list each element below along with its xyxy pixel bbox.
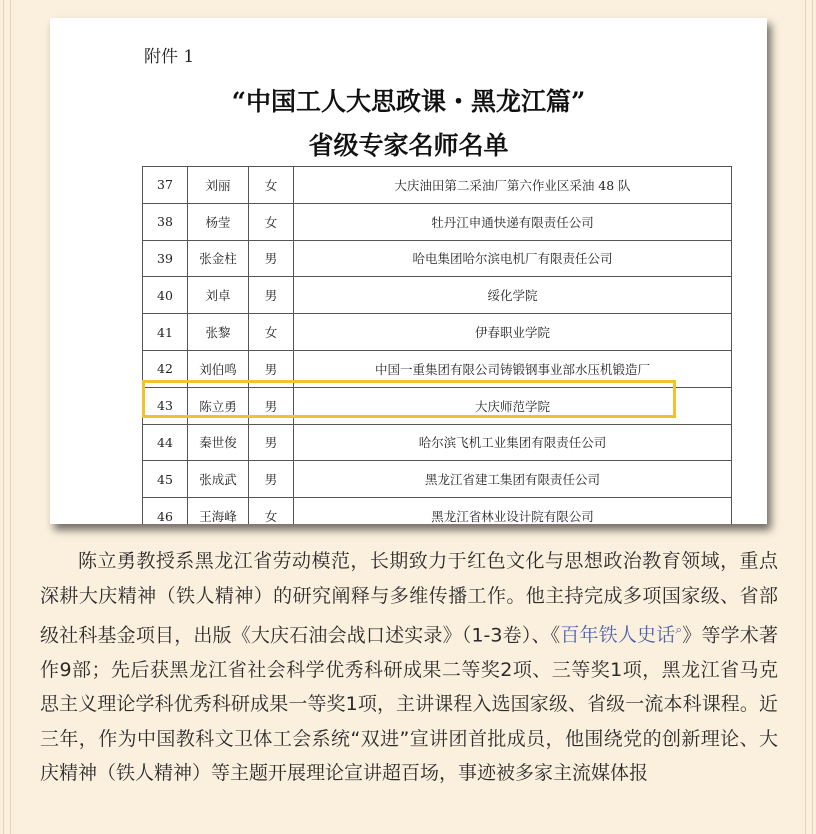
search-icon: ⌕ <box>675 623 683 637</box>
expert-list-table <box>142 166 732 524</box>
table-row <box>143 203 732 240</box>
cell-organization: 黑龙江省林业设计院有限公司 <box>294 498 732 524</box>
table-row <box>143 424 732 461</box>
table-row <box>143 314 732 351</box>
cell-number: 46 <box>143 498 188 524</box>
cell-name: 张金柱 <box>188 240 249 277</box>
cell-name: 秦世俊 <box>188 424 249 461</box>
cell-name: 王海峰 <box>188 498 249 524</box>
cell-number: 43 <box>143 387 188 424</box>
article-paragraph <box>40 544 778 791</box>
cell-number: 40 <box>143 277 188 314</box>
cell-number: 41 <box>143 314 188 351</box>
document-title-line1: “中国工人大思政课・黑龙江篇” <box>231 87 586 116</box>
cell-organization: 伊春职业学院 <box>294 314 732 351</box>
cell-organization: 大庆师范学院 <box>294 387 732 424</box>
book-search-link-text: 百年铁人史话 <box>560 624 676 647</box>
cell-organization: 绥化学院 <box>294 277 732 314</box>
table-row <box>143 240 732 277</box>
document-title-line2: 省级专家名师名单 <box>308 131 509 160</box>
cell-organization: 哈尔滨飞机工业集团有限责任公司 <box>294 424 732 461</box>
article-text-part2: 》等学术著作9部；先后获黑龙江省社会科学优秀科研成果二等奖2项、三等奖1项，黑龙江省马克思主义理论学科优秀科研成果一等奖1项，主讲课程入选国家级、省级一流本科课程。近三年，作为中国教科文卫体工会系统“双进”宣讲团首批成员，他围绕党的创新理论、大庆精神（铁人精神）等主题开展理论宣讲超百场，事迹被多家主流媒体报 <box>40 624 778 785</box>
book-search-link[interactable] <box>560 624 682 646</box>
cell-name: 张成武 <box>188 461 249 498</box>
page-frame-left <box>3 0 11 834</box>
cell-name: 张黎 <box>188 314 249 351</box>
cell-organization: 哈电集团哈尔滨电机厂有限责任公司 <box>294 240 732 277</box>
cell-organization: 黑龙江省建工集团有限责任公司 <box>294 461 732 498</box>
cell-sex: 男 <box>249 461 294 498</box>
cell-number: 44 <box>143 424 188 461</box>
cell-organization: 牡丹江申通快递有限责任公司 <box>294 203 732 240</box>
table-row <box>143 461 732 498</box>
cell-name: 刘卓 <box>188 277 249 314</box>
cell-name: 杨莹 <box>188 203 249 240</box>
cell-number: 42 <box>143 350 188 387</box>
cell-sex: 男 <box>249 277 294 314</box>
table-row <box>143 277 732 314</box>
table-row <box>143 350 732 387</box>
cell-sex: 女 <box>249 203 294 240</box>
cell-organization: 大庆油田第二采油厂第六作业区采油 48 队 <box>294 167 732 204</box>
article-text-part1: 陈立勇教授系黑龙江省劳动模范，长期致力于红色文化与思想政治教育领域，重点深耕大庆精神（铁人精神）的研究阐释与多维传播工作。他主持完成多项国家级、省部级社科基金项目，出版《大庆石油会战口述实录》（1-3卷）、《 <box>40 550 778 647</box>
cell-sex: 女 <box>249 498 294 524</box>
cell-sex: 男 <box>249 424 294 461</box>
page-frame-right <box>805 0 813 834</box>
table-row <box>143 498 732 524</box>
table-row-highlighted <box>143 387 732 424</box>
cell-sex: 男 <box>249 240 294 277</box>
cell-number: 45 <box>143 461 188 498</box>
cell-sex: 男 <box>249 350 294 387</box>
cell-number: 38 <box>143 203 188 240</box>
cell-sex: 女 <box>249 167 294 204</box>
cell-name: 刘伯鸣 <box>188 350 249 387</box>
cell-number: 39 <box>143 240 188 277</box>
document-image <box>50 18 767 524</box>
cell-organization: 中国一重集团有限公司铸锻钢事业部水压机锻造厂 <box>294 350 732 387</box>
table-row <box>143 167 732 204</box>
cell-sex: 女 <box>249 314 294 351</box>
cell-number: 37 <box>143 167 188 204</box>
cell-name: 刘丽 <box>188 167 249 204</box>
attachment-label: 附件 1 <box>144 47 195 67</box>
cell-sex: 男 <box>249 387 294 424</box>
cell-name: 陈立勇 <box>188 387 249 424</box>
